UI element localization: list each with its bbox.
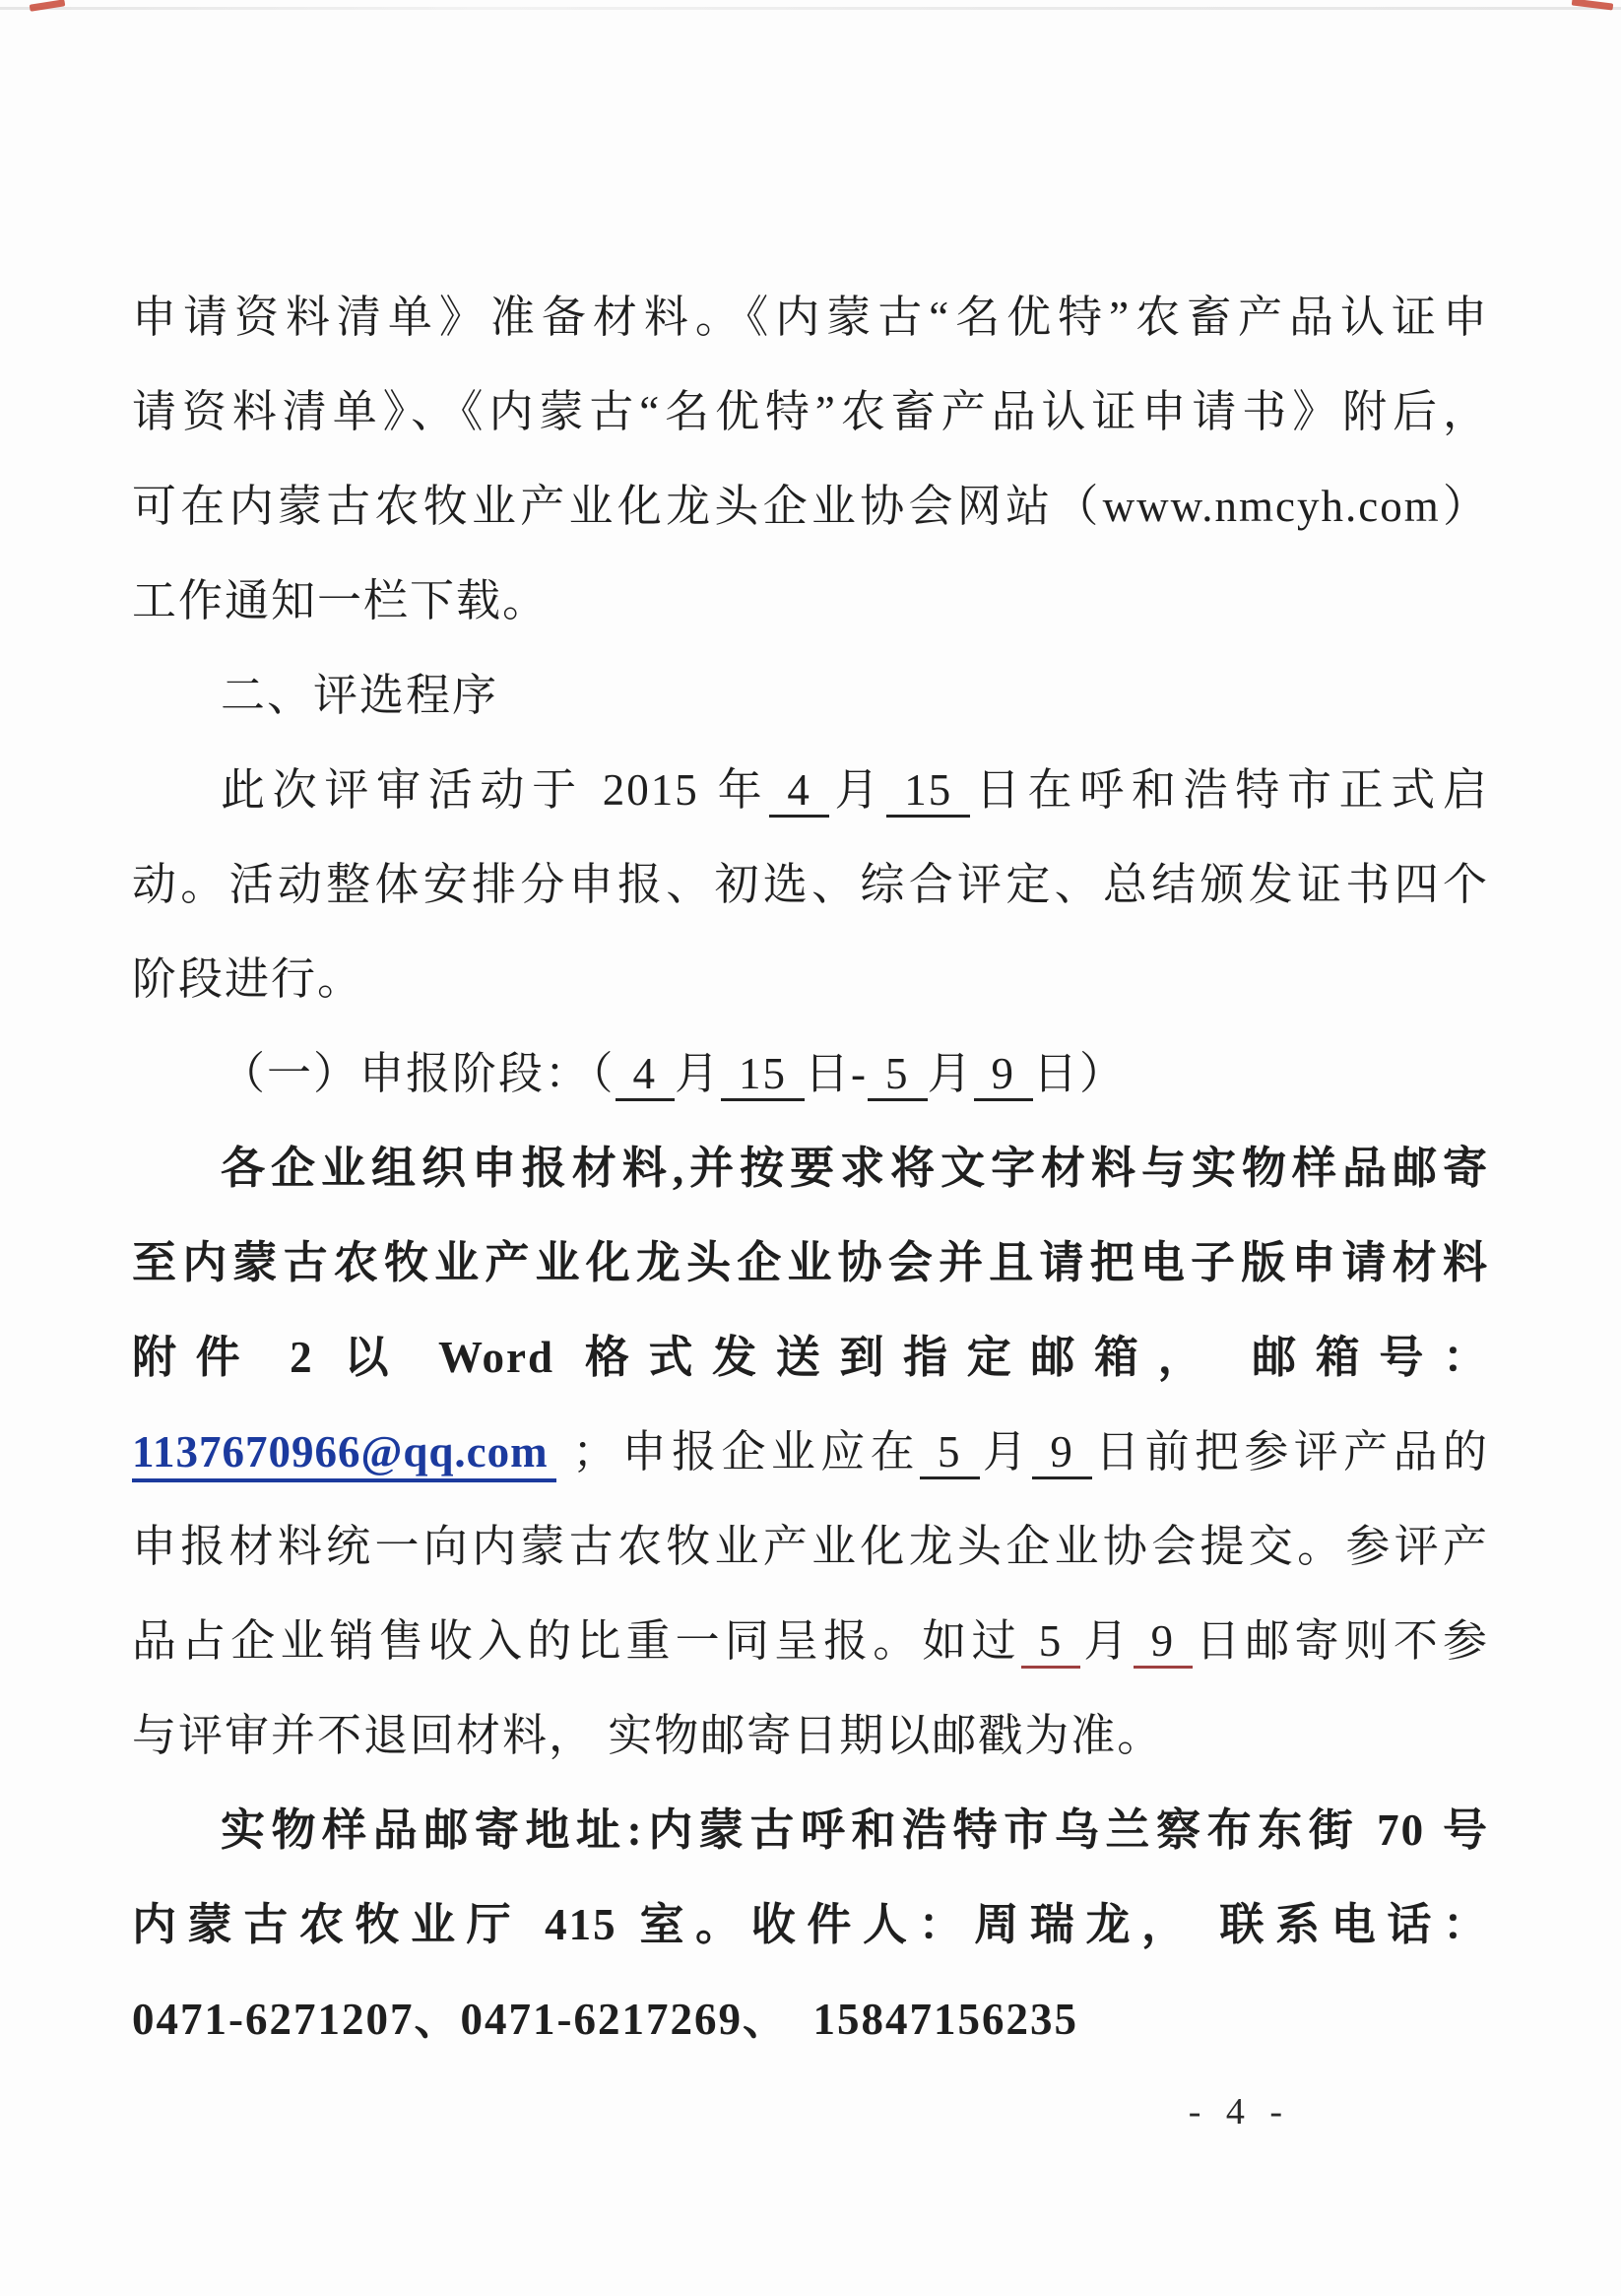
text-segment: 0471-6271207、0471-6217269、 15847156235 [132, 1995, 1078, 2044]
text-segment: 日邮寄则不参 [1193, 1616, 1489, 1666]
text-segment: 至内蒙古农牧业产业化龙头企业协会并且请把电子版申请材料 [132, 1238, 1489, 1287]
text-segment: 动。活动整体安排分申报、初选、综合评定、总结颁发证书四个 [132, 860, 1489, 909]
text-segment: （一）申报阶段：（ [221, 1049, 616, 1098]
text-segment: 月 [675, 1049, 722, 1098]
text-segment: 内蒙古农牧业厅 415 室。收件人：周瑞龙， 联系电话： [132, 1900, 1489, 1949]
underlined-blank-value: 5 [1021, 1616, 1081, 1669]
text-line [132, 743, 1489, 837]
text-segment: 月 [828, 765, 887, 815]
underlined-blank-value: 4 [616, 1049, 676, 1101]
text-segment: 此次评审活动于 2015 年 [221, 765, 770, 815]
text-segment: 请资料清单》、《内蒙古“名优特”农畜产品认证申请书》附后， [132, 387, 1489, 436]
text-segment: 日） [1033, 1049, 1127, 1098]
document-body [132, 270, 1489, 2066]
text-line [132, 1783, 1489, 1877]
underlined-blank-value: 9 [974, 1049, 1034, 1101]
text-line [132, 1215, 1489, 1310]
underlined-blank-value: 5 [868, 1049, 928, 1101]
text-line [132, 648, 1489, 743]
underlined-blank-value: 9 [1134, 1616, 1194, 1669]
text-segment: 实物样品邮寄地址:内蒙古呼和浩特市乌兰察布东街 70 号 [221, 1805, 1489, 1855]
underlined-blank-value: 9 [1032, 1427, 1092, 1479]
underlined-blank-value: 15 [886, 765, 970, 818]
text-segment: 月 [1080, 1616, 1134, 1666]
text-segment: 与评审并不退回材料， 实物邮寄日期以邮戳为准。 [132, 1711, 1164, 1760]
text-line [132, 1499, 1489, 1594]
email-link[interactable]: 1137670966@qq.com [132, 1427, 556, 1482]
text-line [132, 459, 1489, 554]
text-segment: 二、评选程序 [221, 671, 499, 720]
text-line [132, 1310, 1489, 1405]
text-line [132, 837, 1489, 932]
text-segment: 申请资料清单》准备材料。《内蒙古“名优特”农畜产品认证申 [132, 293, 1489, 342]
text-segment: 工作通知一栏下载。 [132, 576, 550, 625]
text-segment: ；申报企业应在 [555, 1427, 921, 1476]
page-number: - 4 - [1188, 2091, 1290, 2132]
text-segment: 可在内蒙古农牧业产业化龙头企业协会网站（www.nmcyh.com） [132, 482, 1489, 531]
text-line [132, 1688, 1489, 1783]
text-segment: 申报材料统一向内蒙古农牧业产业化龙头企业协会提交。参评产 [132, 1522, 1489, 1571]
text-segment: 月 [927, 1049, 974, 1098]
scan-edge-artifact [0, 7, 1621, 10]
underlined-blank-value: 5 [920, 1427, 980, 1479]
red-scan-mark-left [30, 0, 66, 12]
underlined-blank-value: 4 [769, 765, 829, 818]
text-line [132, 932, 1489, 1026]
text-segment: 日- [805, 1049, 869, 1098]
underlined-blank-value: 15 [721, 1049, 805, 1101]
text-segment: 日在呼和浩特市正式启 [970, 765, 1489, 815]
text-segment: 月 [979, 1427, 1033, 1476]
text-line [132, 1026, 1489, 1121]
text-line [132, 1594, 1489, 1688]
text-line [132, 554, 1489, 648]
text-line [132, 270, 1489, 364]
text-segment: 日前把参评产品的 [1091, 1427, 1489, 1476]
text-line [132, 1877, 1489, 1972]
text-segment: 各企业组织申报材料,并按要求将文字材料与实物样品邮寄 [221, 1144, 1489, 1193]
text-line [132, 1972, 1489, 2066]
text-segment: 附件 2 以 Word 格式发送到指定邮箱， 邮箱号： [132, 1333, 1489, 1382]
text-segment: 品占企业销售收入的比重一同呈报。如过 [132, 1616, 1021, 1666]
text-line [132, 1405, 1489, 1499]
text-line [132, 1121, 1489, 1215]
text-line [132, 364, 1489, 459]
text-segment: 阶段进行。 [132, 954, 364, 1004]
